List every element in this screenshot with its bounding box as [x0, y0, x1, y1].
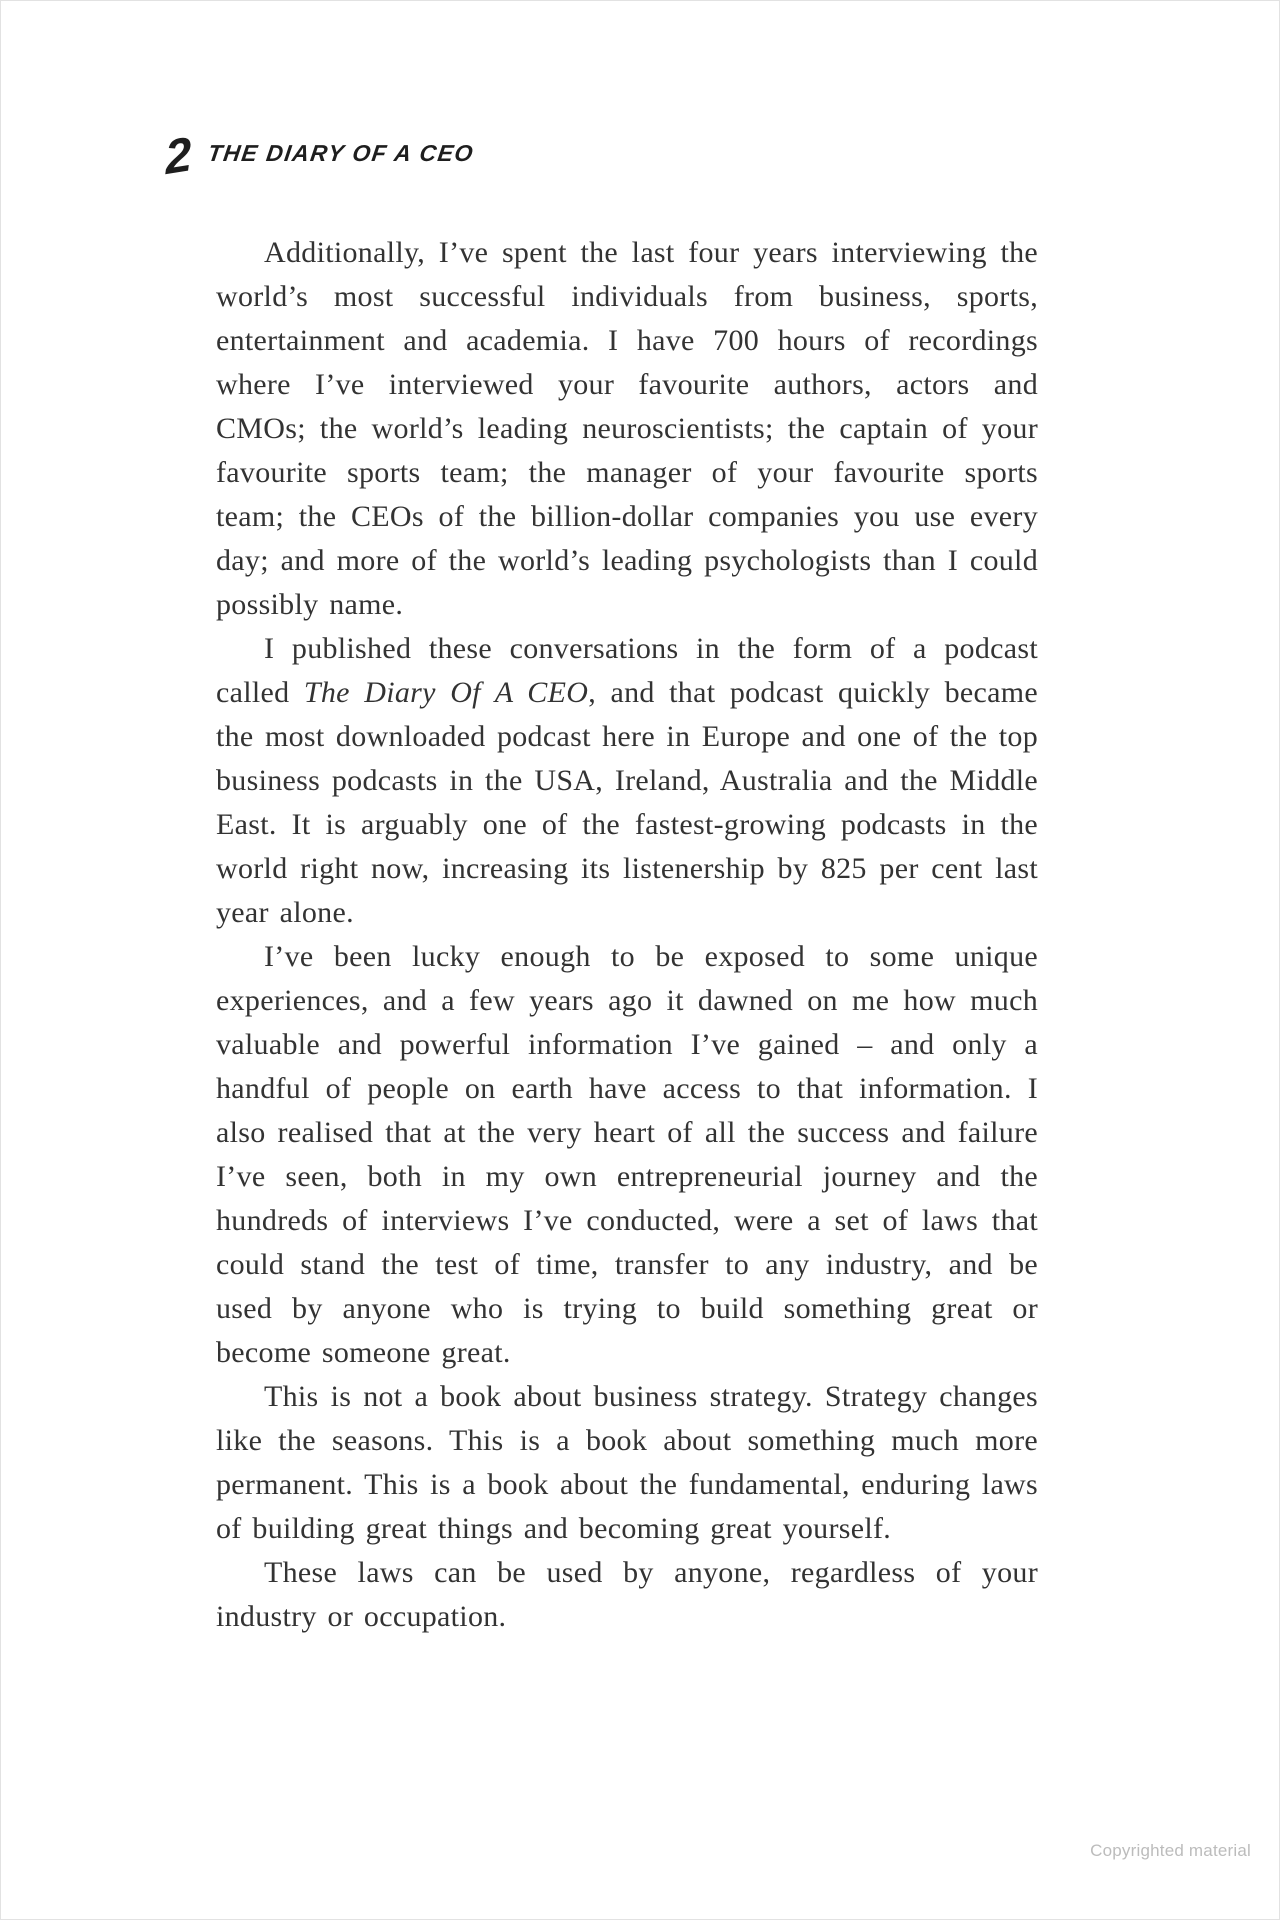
copyright-notice: Copyrighted material [1090, 1841, 1251, 1860]
paragraph [216, 1551, 1038, 1639]
paragraph-text: Additionally, I’ve spent the last four years interviewing the world’s most successful individuals from business, sports, entertainment and academia. I have 700 hours of recordings where I’ve interviewed your favourite authors, actors and CMOs; the world’s leading neuroscientists; the captain of your favourite sports team; the manager of your favourite sports team; the CEOs of the billion-dollar companies you use every day; and more of the world’s leading psychologists than I could possibly name. [216, 236, 1038, 621]
paragraph-text: These laws can be used by anyone, regardless of your industry or occupation. [216, 1556, 1038, 1633]
paragraph [216, 627, 1038, 935]
page-number: 2 [163, 127, 193, 186]
paragraph [216, 935, 1038, 1375]
paragraph [216, 1375, 1038, 1551]
paragraph-text: I’ve been lucky enough to be exposed to some unique experiences, and a few years ago it dawned on me how much valuable and powerful information I’ve gained – and only a handful of people on earth have access to that information. I also realised that at the very heart of all the success and failure I’ve seen, both in my own entrepreneurial journey and the hundreds of interviews I’ve conducted, were a set of laws that could stand the test of time, transfer to any industry, and be used by anyone who is trying to build something great or become someone great. [216, 940, 1038, 1369]
page-header [163, 127, 476, 186]
paragraph [216, 231, 1038, 627]
running-title: THE DIARY OF A CEO [205, 140, 476, 166]
paragraph-text: I published these conversations in the form of a podcast called [216, 632, 1038, 709]
book-title-italic: The Diary Of A CEO [303, 676, 589, 709]
body-text [216, 231, 1038, 1639]
paragraph-text: , and that podcast quickly became the most downloaded podcast here in Europe and one of the top business podcasts in the USA, Ireland, Australia and the Middle East. It is arguably one of the fastest-growing podcasts in the world right now, increasing its listenership by 825 per cent last year alone. [216, 676, 1038, 929]
paragraph-text: This is not a book about business strategy. Strategy changes like the seasons. This is a book about something much more permanent. This is a book about the fundamental, enduring laws of building great things and becoming great yourself. [216, 1380, 1038, 1545]
